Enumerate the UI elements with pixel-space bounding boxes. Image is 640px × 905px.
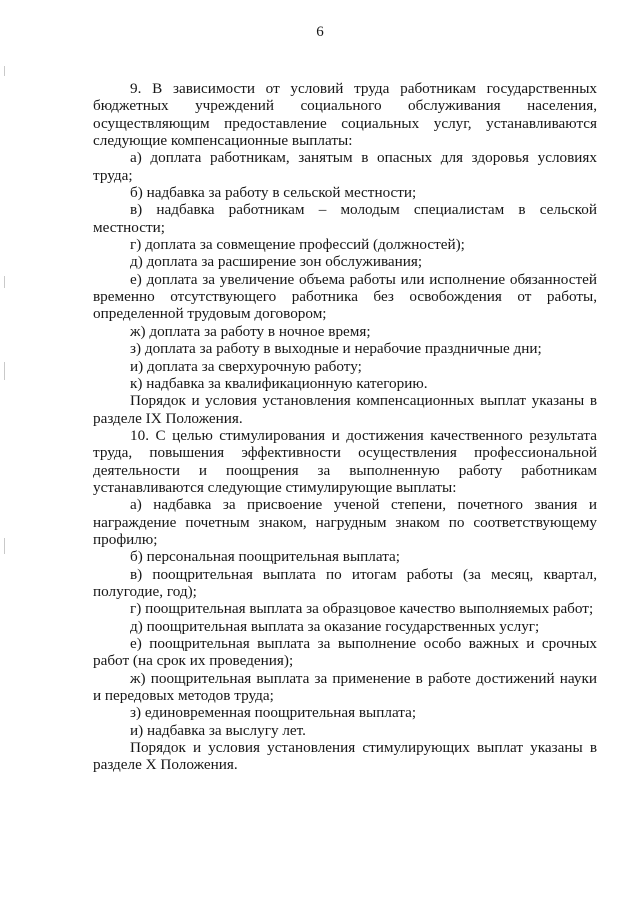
list-item-10zh: ж) поощрительная выплата за применение в работе достижений науки и передовых методов труда;: [93, 669, 597, 705]
list-item-9z: з) доплата за работу в выходные и нерабочие праздничные дни;: [130, 340, 542, 358]
list-item-10z: з) единовременная поощрительная выплата;: [130, 704, 417, 722]
paragraph-9-conclusion: Порядок и условия установления компенсационных выплат указаны в разделе IX Положения.: [93, 392, 597, 427]
list-item-9a: а) доплата работникам, занятым в опасных для здоровья условиях труда;: [93, 149, 597, 184]
paragraph-10: 10. С целью стимулирования и достижения качественного результата труда, повышения эффективности осуществления профессиональной деятельности и поощрения за выполненную работу работникам устанавливаются следующие стимулирующие выплаты:: [93, 426, 597, 496]
paragraph-10-conclusion: Порядок и условия установления стимулирующих выплат указаны в разделе X Положения.: [93, 739, 597, 774]
list-item-9zh: ж) доплата за работу в ночное время;: [130, 322, 371, 340]
list-item-9g: г) доплата за совмещение профессий (должностей);: [130, 236, 465, 254]
list-item-9e: е) доплата за увеличение объема работы или исполнение обязанностей временно отсутствующего работника без освобождения от работы, определенной трудовым договором;: [93, 270, 597, 323]
list-item-9i: и) доплата за сверхурочную работу;: [130, 357, 362, 375]
list-item-10b: б) персональная поощрительная выплата;: [130, 548, 401, 566]
list-item-9v: в) надбавка работникам – молодым специалистам в сельской местности;: [93, 201, 597, 236]
page-number: 6: [316, 24, 324, 40]
list-item-10e: е) поощрительная выплата за выполнение особо важных и срочных работ (на срок их проведения);: [93, 635, 597, 670]
scan-edge-mark: [4, 362, 5, 380]
scan-edge-mark: [4, 66, 5, 76]
list-item-10v: в) поощрительная выплата по итогам работы (за месяц, квартал, полугодие, год);: [93, 565, 597, 600]
list-item-9b: б) надбавка за работу в сельской местности;: [130, 184, 417, 202]
list-item-10a: а) надбавка за присвоение ученой степени, почетного звания и награждение почетным знаком, нагрудным знаком по соответствующему профилю;: [93, 496, 597, 548]
scan-edge-mark: [4, 538, 5, 554]
list-item-10d: д) поощрительная выплата за оказание государственных услуг;: [130, 617, 540, 635]
list-item-9d: д) доплата за расширение зон обслуживания;: [130, 253, 423, 271]
list-item-10i: и) надбавка за выслугу лет.: [130, 721, 306, 739]
list-item-9k: к) надбавка за квалификационную категорию.: [130, 374, 428, 392]
list-item-10g: г) поощрительная выплата за образцовое качество выполняемых работ;: [130, 600, 594, 618]
document-body: [93, 80, 597, 774]
scan-edge-mark: [4, 276, 5, 288]
paragraph-9: 9. В зависимости от условий труда работникам государственных бюджетных учреждений социального обслуживания населения, осуществляющим предоставление социальных услуг, устанавливаются следующие компенсационные выплаты:: [93, 80, 597, 150]
